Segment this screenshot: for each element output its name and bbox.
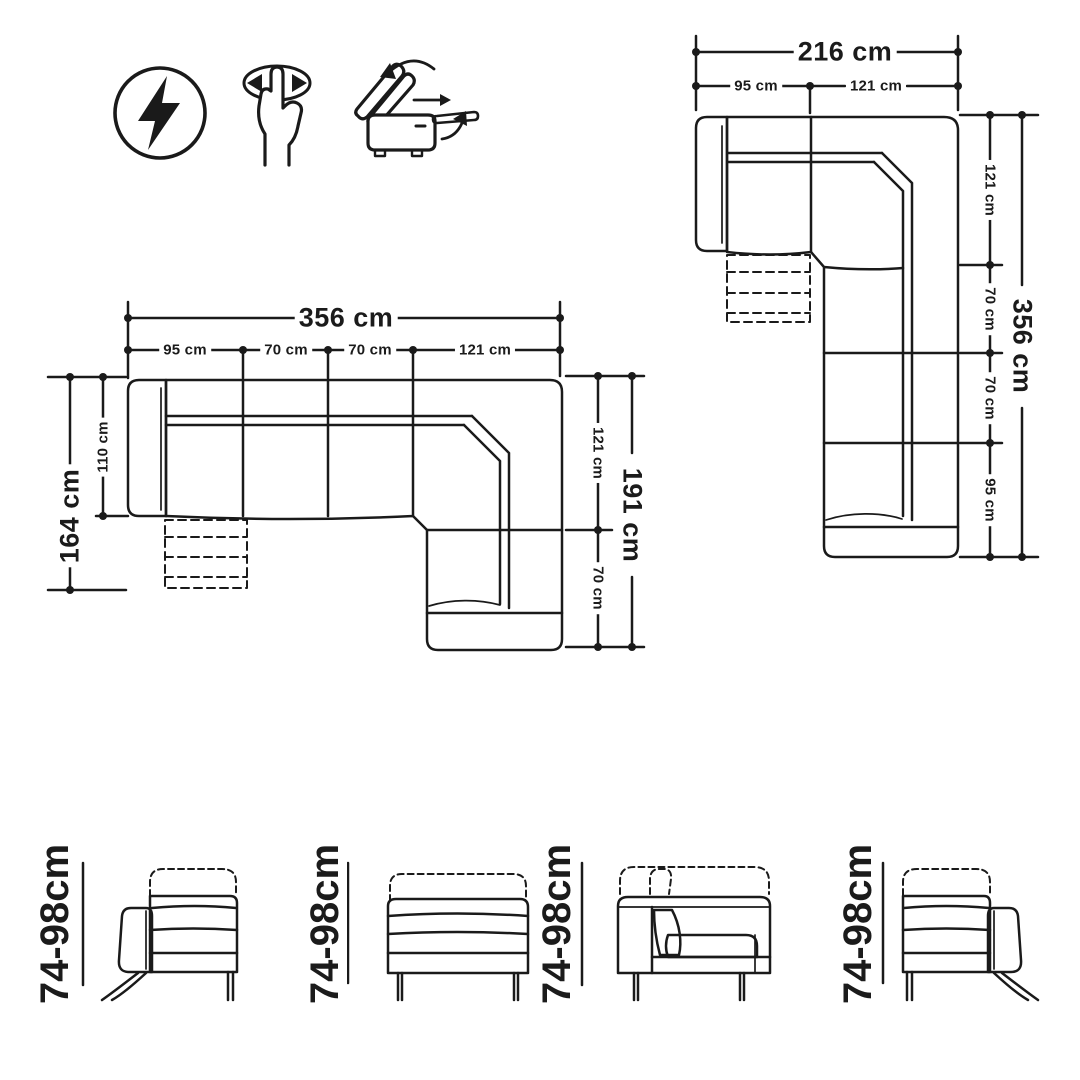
plan-right-total-width-label: 216 cm [794, 38, 897, 67]
corner-seat [811, 252, 903, 527]
plan-left-right-seg1-label: 121 cm [590, 423, 607, 483]
side-view-height-lines [83, 863, 883, 985]
plan-left-sofa [128, 380, 562, 650]
armrest [119, 908, 152, 972]
headrest-raised [390, 874, 526, 901]
plan-right-width-seg1-label: 95 cm [730, 78, 782, 95]
seat-front-lip [826, 514, 902, 520]
headrest-raised-outline [620, 867, 769, 894]
module-1-height-label: 74-98cm [33, 838, 77, 1010]
headrest-raised [903, 869, 990, 896]
plan-right-total-depth-label: 356 cm [1008, 295, 1037, 398]
backrest-miter [874, 153, 912, 520]
plan-right-depth-seg3-label: 70 cm [982, 372, 999, 424]
backrest-miter [464, 416, 509, 608]
module-4-height-label: 74-98cm [836, 838, 880, 1010]
legs [634, 973, 744, 1000]
module-2-height-label: 74-98cm [303, 838, 347, 1010]
plan-left-width-seg3-label: 70 cm [344, 342, 396, 359]
armrest [988, 908, 1021, 972]
module-separators [824, 353, 958, 443]
plan-right-depth-seg1-label: 121 cm [982, 160, 999, 220]
plan-left-total-width-label: 356 cm [295, 304, 398, 333]
cushion-lines [388, 914, 528, 954]
cushion-lines [903, 906, 990, 953]
plan-left-right-total-label: 191 cm [618, 464, 647, 567]
module-3-height-label: 74-98cm [535, 838, 579, 1010]
plan-right-depth-seg4-label: 95 cm [982, 474, 999, 526]
legs [398, 973, 518, 1000]
headrest-raised-cushion [650, 869, 671, 894]
plan-left-side-inner-label: 110 cm [95, 417, 112, 476]
plan-right-sofa [696, 117, 958, 557]
module-separators [243, 380, 413, 516]
seat-front [166, 516, 427, 530]
headrest-raised [150, 869, 236, 896]
plan-left-width-seg1-label: 95 cm [159, 342, 211, 359]
plan-left-width-seg4-label: 121 cm [455, 342, 515, 359]
legs [102, 972, 233, 1000]
bottom-armrest [427, 613, 562, 650]
bottom-armrest [824, 527, 958, 557]
seat-module [727, 117, 882, 255]
extended-footrest [727, 255, 810, 322]
side-view-right-arm-module [903, 869, 1038, 1000]
extended-footrest [165, 520, 247, 588]
cushion-lines [150, 906, 237, 953]
plan-left-right-seg2-label: 70 cm [590, 562, 607, 614]
side-view-armless-module [388, 874, 528, 1000]
legs [907, 972, 1038, 1000]
side-view-corner-module [618, 867, 770, 1000]
plan-left-width-seg2-label: 70 cm [260, 342, 312, 359]
body [388, 899, 528, 973]
plan-right-width-seg2-label: 121 cm [846, 78, 906, 95]
seat-front-lip [429, 601, 500, 606]
plan-right-depth-seg2-label: 70 cm [982, 283, 999, 335]
backrest-lines [166, 416, 472, 425]
plan-left-side-total-label: 164 cm [56, 465, 85, 568]
corner-outer [811, 117, 958, 527]
corner-strip [427, 530, 562, 613]
side-view-left-arm-module [102, 869, 237, 1000]
